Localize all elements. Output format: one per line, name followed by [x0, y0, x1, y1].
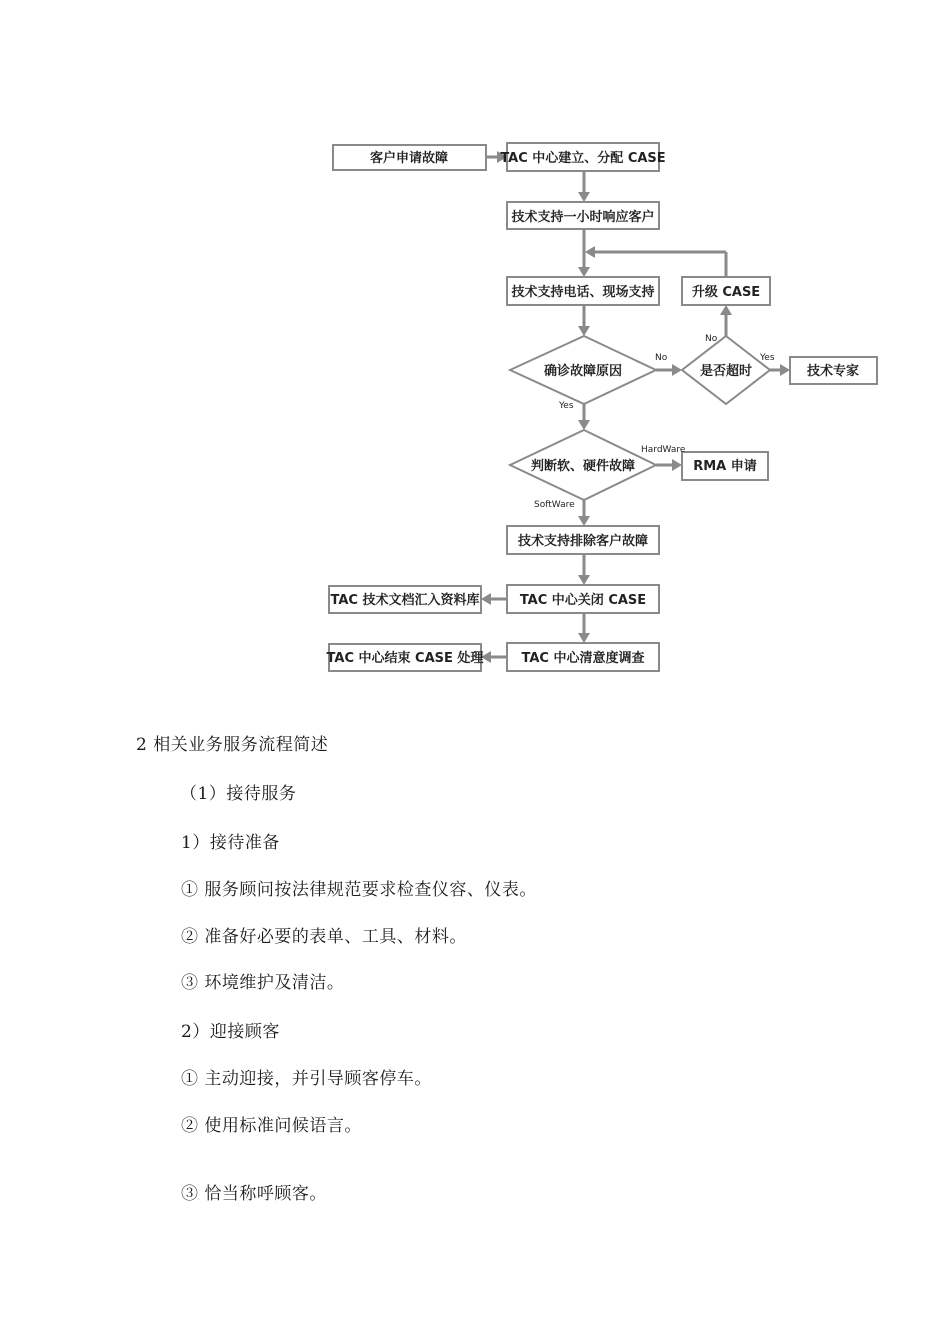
edge-label-no: No: [705, 334, 718, 344]
list-item: 2）迎接顾客: [181, 1022, 280, 1042]
node-label: RMA 申请: [693, 459, 757, 474]
decision-hw-sw: [510, 430, 656, 500]
node-label: TAC 技术文档汇入资料库: [330, 593, 480, 608]
node-end-case: [327, 644, 485, 671]
node-label: 技术专家: [806, 364, 860, 379]
node-resolve-fault: [507, 526, 659, 554]
list-item: ② 使用标准问候语言。: [181, 1116, 362, 1136]
node-label: 判断软、硬件故障: [530, 459, 636, 474]
list-item: ② 准备好必要的表单、工具、材料。: [181, 927, 467, 947]
list-item: ① 主动迎接，并引导顾客停车。: [181, 1069, 432, 1089]
node-label: 客户申请故障: [369, 151, 449, 166]
decision-diagnose-cause: [510, 336, 656, 404]
node-phone-onsite-support: [507, 277, 659, 305]
node-label: 确诊故障原因: [543, 364, 623, 379]
node-tac-create-case: [500, 143, 665, 171]
node-label: 技术支持一小时响应客户: [511, 210, 655, 225]
node-satisfaction-survey: [507, 643, 659, 671]
node-archive-docs: [329, 586, 481, 613]
node-close-case: [507, 585, 659, 613]
list-item: ③ 环境维护及清洁。: [181, 973, 345, 993]
node-customer-request: [333, 145, 486, 170]
node-label: 升级 CASE: [691, 285, 761, 300]
node-label: TAC 中心结束 CASE 处理: [326, 651, 484, 666]
node-label: 技术支持排除客户故障: [517, 534, 649, 549]
section-heading: 2 相关业务服务流程简述: [136, 735, 329, 755]
node-label: TAC 中心清意度调查: [521, 651, 645, 666]
subsection-title: （1）接待服务: [180, 784, 297, 804]
node-escalate-case: [682, 277, 770, 305]
list-item: 1）接待准备: [181, 833, 280, 853]
node-tech-expert: [790, 357, 877, 384]
node-rma-request: [682, 452, 768, 480]
node-one-hour-response: [507, 202, 659, 229]
node-label: TAC 中心关闭 CASE: [519, 593, 647, 608]
edge-label-hardware: HardWare: [641, 445, 686, 455]
edge-label-yes: Yes: [760, 353, 775, 363]
node-label: TAC 中心建立、分配 CASE: [500, 151, 666, 166]
list-item: ③ 恰当称呼顾客。: [181, 1184, 327, 1204]
list-item: ① 服务顾问按法律规范要求检查仪容、仪表。: [181, 880, 537, 900]
node-label: 技术支持电话、现场支持: [511, 285, 655, 300]
decision-timeout: [682, 336, 770, 404]
edge-label-software: SoftWare: [534, 500, 575, 510]
edge-label-no: No: [655, 353, 668, 363]
node-label: 是否超时: [699, 364, 753, 379]
edge-label-yes: Yes: [559, 401, 574, 411]
